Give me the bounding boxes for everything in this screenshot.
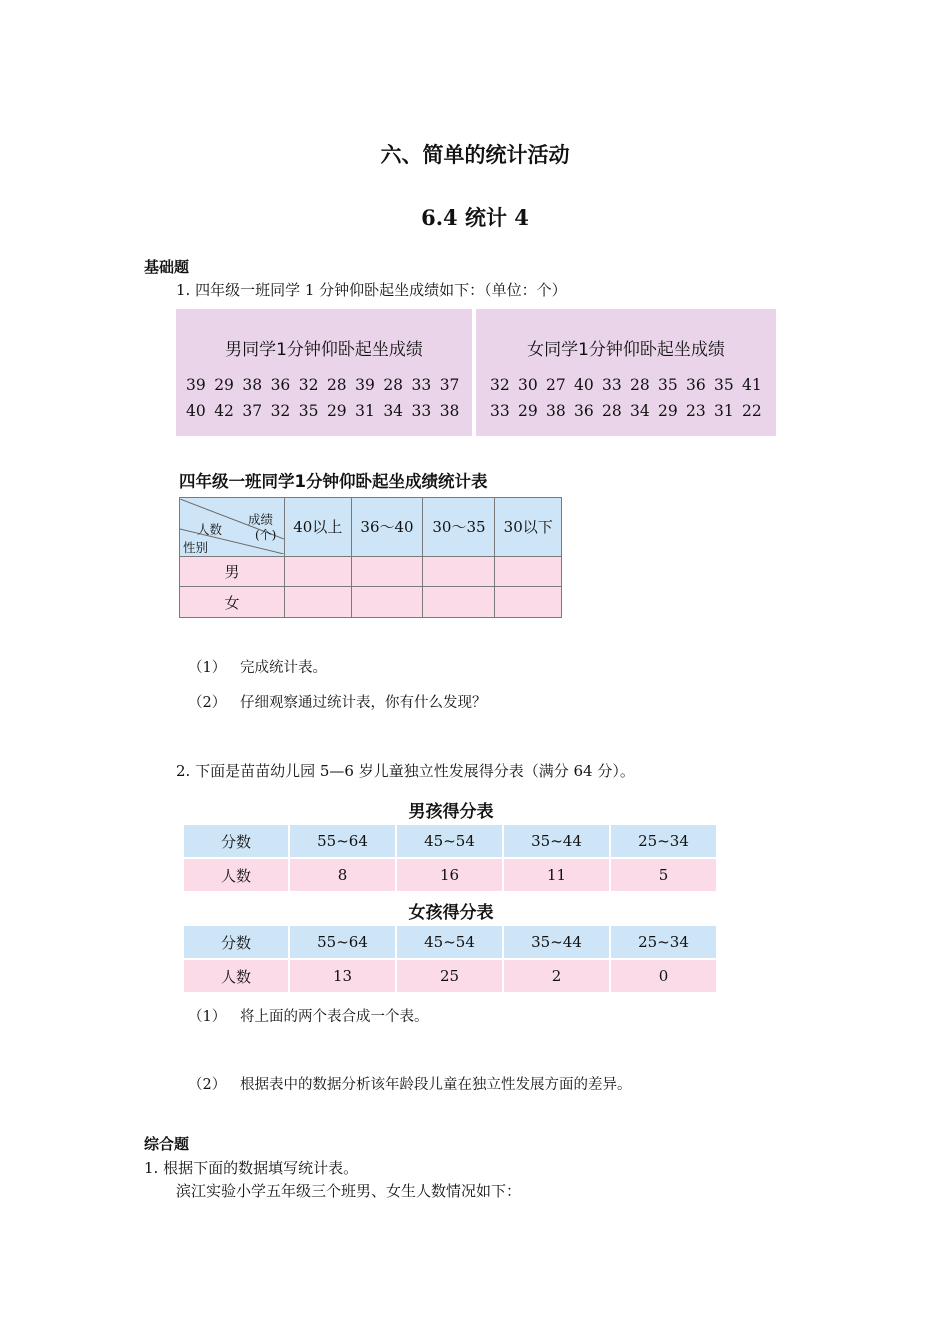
score-value: 27	[546, 376, 566, 394]
score-value: 40	[186, 402, 206, 420]
count-cell: 13	[289, 959, 396, 993]
score-value: 40	[574, 376, 594, 394]
count-cell: 8	[289, 858, 396, 892]
score-value: 29	[658, 402, 678, 420]
score-value: 29	[326, 402, 347, 420]
stat-col-header: 30以下	[495, 498, 562, 557]
range-cell: 35~44	[503, 926, 610, 959]
score-value: 22	[742, 402, 762, 420]
score-value: 23	[686, 402, 706, 420]
range-cell: 55~64	[289, 825, 396, 858]
score-value: 32	[298, 376, 319, 394]
q2-sub2-text: 根据表中的数据分析该年龄段儿童在独立性发展方面的差异。	[240, 1077, 632, 1093]
section-comprehensive-label: 综合题	[144, 1135, 190, 1153]
score-value: 31	[355, 402, 375, 420]
stat-table-row-boys	[180, 556, 562, 587]
girls-scores-row-1	[490, 376, 770, 394]
boys-score-counts-row	[184, 858, 717, 892]
score-value: 37	[439, 376, 460, 394]
score-value: 30	[518, 376, 538, 394]
score-value: 39	[355, 376, 375, 394]
girls-scores-title: 女同学1分钟仰卧起坐成绩	[527, 340, 725, 360]
count-cell: 5	[610, 858, 717, 892]
stat-col-header: 30～35	[423, 498, 495, 557]
boys-scores-row-1	[186, 376, 468, 394]
sit-up-stat-table	[179, 497, 562, 618]
range-cell: 45~54	[396, 825, 503, 858]
score-value: 36	[574, 402, 594, 420]
score-value: 28	[383, 376, 404, 394]
score-value: 38	[439, 402, 460, 420]
girls-score-counts-row	[184, 959, 717, 993]
score-value: 29	[214, 376, 234, 394]
score-value: 28	[326, 376, 347, 394]
stat-empty-cell	[423, 556, 495, 587]
boys-score-table	[184, 825, 718, 893]
stat-empty-cell	[351, 587, 423, 618]
stat-empty-cell	[495, 556, 562, 587]
row-label-count: 人数	[184, 858, 289, 892]
score-value: 33	[411, 376, 432, 394]
stat-empty-cell	[495, 587, 562, 618]
score-value: 32	[270, 402, 291, 420]
chapter-title: 六、简单的统计活动	[380, 142, 570, 167]
lesson-title: 6.4 统计 4	[421, 205, 529, 230]
score-value: 36	[686, 376, 706, 394]
boys-score-table-title: 男孩得分表	[408, 802, 494, 822]
q1-sub2-text: 仔细观察通过统计表，你有什么发现？	[240, 695, 487, 711]
score-value: 38	[242, 376, 263, 394]
q1-sub1-number: （1）	[188, 660, 227, 676]
girls-scores-panel	[476, 309, 776, 436]
count-cell: 16	[396, 858, 503, 892]
corner-gender-label: 性别	[183, 540, 209, 556]
stat-col-header: 40以上	[285, 498, 352, 557]
girls-scores-row-2	[490, 402, 770, 420]
corner-unit-label: (个)	[255, 528, 277, 543]
comp-q1-line2: 滨江实验小学五年级三个班男、女生人数情况如下：	[176, 1182, 522, 1200]
score-value: 31	[714, 402, 734, 420]
stat-row-label: 男	[180, 556, 285, 587]
stat-table-header-row	[180, 498, 562, 557]
count-cell: 2	[503, 959, 610, 993]
girls-score-table-title: 女孩得分表	[408, 903, 494, 923]
row-label-score: 分数	[184, 825, 289, 858]
girls-score-table	[184, 926, 718, 994]
q2-sub1-number: （1）	[188, 1009, 227, 1025]
range-cell: 55~64	[289, 926, 396, 959]
score-value: 39	[186, 376, 206, 394]
comp-q1-prompt: 1. 根据下面的数据填写统计表。	[144, 1159, 359, 1177]
q2-prompt: 2. 下面是苗苗幼儿园 5—6 岁儿童独立性发展得分表（满分 64 分）。	[176, 762, 635, 780]
score-value: 33	[490, 402, 510, 420]
stat-empty-cell	[285, 587, 352, 618]
score-value: 34	[383, 402, 404, 420]
score-value: 33	[411, 402, 432, 420]
corner-count-label: 人数	[197, 522, 223, 538]
q2-sub2-number: （2）	[188, 1077, 227, 1093]
range-cell: 35~44	[503, 825, 610, 858]
boys-scores-row-2	[186, 402, 468, 420]
boys-scores-title: 男同学1分钟仰卧起坐成绩	[225, 340, 423, 360]
score-value: 36	[270, 376, 291, 394]
score-value: 35	[298, 402, 319, 420]
q2-sub1-text: 将上面的两个表合成一个表。	[240, 1009, 429, 1025]
count-cell: 25	[396, 959, 503, 993]
stat-table-corner-cell	[180, 498, 285, 557]
count-cell: 0	[610, 959, 717, 993]
score-value: 29	[518, 402, 538, 420]
score-value: 32	[490, 376, 510, 394]
score-value: 35	[714, 376, 734, 394]
score-value: 28	[602, 402, 622, 420]
q1-sub1-text: 完成统计表。	[240, 660, 327, 676]
stat-row-label: 女	[180, 587, 285, 618]
score-value: 37	[242, 402, 263, 420]
range-cell: 45~54	[396, 926, 503, 959]
boys-scores-panel	[176, 309, 472, 436]
section-basic-label: 基础题	[144, 258, 190, 276]
boys-score-ranges-row	[184, 825, 717, 858]
sit-up-scores-figure	[176, 309, 776, 436]
range-cell: 25~34	[610, 926, 717, 959]
stat-table-row-girls	[180, 587, 562, 618]
count-cell: 11	[503, 858, 610, 892]
score-value: 28	[630, 376, 650, 394]
stat-empty-cell	[423, 587, 495, 618]
score-value: 34	[630, 402, 650, 420]
stat-table-title: 四年级一班同学1分钟仰卧起坐成绩统计表	[179, 472, 488, 491]
q1-sub2-number: （2）	[188, 695, 227, 711]
stat-empty-cell	[351, 556, 423, 587]
score-value: 35	[658, 376, 678, 394]
corner-score-label: 成绩	[248, 512, 274, 528]
score-value: 41	[742, 376, 762, 394]
stat-col-header: 36～40	[351, 498, 423, 557]
q1-prompt: 1. 四年级一班同学 1 分钟仰卧起坐成绩如下：（单位：个）	[176, 281, 567, 299]
row-label-count: 人数	[184, 959, 289, 993]
score-value: 38	[546, 402, 566, 420]
row-label-score: 分数	[184, 926, 289, 959]
score-value: 33	[602, 376, 622, 394]
stat-empty-cell	[285, 556, 352, 587]
girls-score-ranges-row	[184, 926, 717, 959]
range-cell: 25~34	[610, 825, 717, 858]
score-value: 42	[214, 402, 234, 420]
